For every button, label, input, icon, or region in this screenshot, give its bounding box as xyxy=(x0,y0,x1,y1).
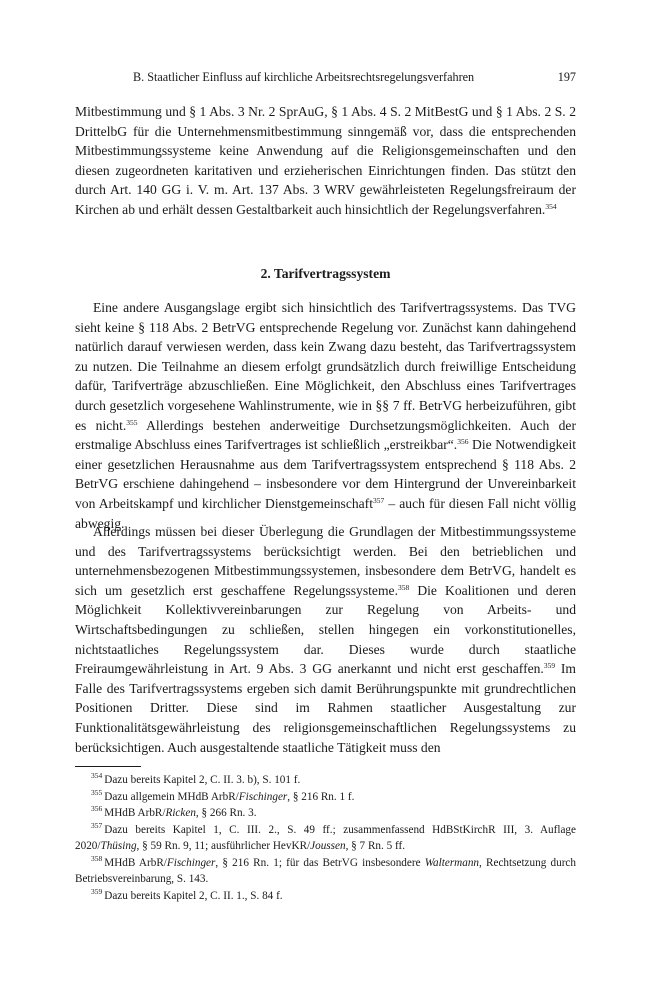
paragraph-text: Die Koalitionen und deren Möglichkeit Kollektivvereinbarungen zur Regelung von Arbeits- und Wirtschaftsbedingungen zu schließen, stellen hingegen ein vorkonstitutionelles, nichtstaatliches Regelungssystem dar. Dieses wurde durch staatliche Freiraumgewährleistung in Art. 9 Abs. 3 GG anerkannt und nicht erst geschaffen. xyxy=(75,582,576,677)
author-name: Joussen xyxy=(310,840,346,852)
footnote-text: , § 7 Rn. 5 ff. xyxy=(345,840,406,852)
running-head-title: B. Staatlicher Einfluss auf kirchliche Arbeitsrechtsregelungsverfahren xyxy=(133,70,475,84)
paragraph-text: Die Notwendigkeit einer gesetzlichen Herausnahme aus dem Tarifvertragssystem entsprechend § 118 Abs. 2 BetrVG erschiene dahingehend – insbesondere vor dem Hintergrund der Unvereinbarkeit von Arbeitskampf und kirchlicher Dienstgemeinschaft xyxy=(75,437,577,511)
footnote-text: Dazu bereits Kapitel 1, C. III. 2., S. 49 ff.; zusammenfassend HdBStKirchR III, 3. Auflage 2020/ xyxy=(75,823,576,852)
footnote-text: Dazu bereits Kapitel 2, C. II. 1., S. 84 f. xyxy=(104,889,283,902)
paragraph-text: Allerdings bestehen anderweitige Durchsetzungsmöglichkeiten. Auch der erstmalige Abschluss eines Tarifvertrages ist schließlich „erstreikbar“. xyxy=(75,417,576,453)
author-name: Waltermann xyxy=(424,856,480,869)
footnote-number: 357 xyxy=(91,820,103,830)
footnote-ref[interactable]: 358 xyxy=(397,582,410,592)
footnote-ref[interactable]: 359 xyxy=(543,661,556,671)
footnote xyxy=(75,888,576,905)
footnote-number: 356 xyxy=(91,804,103,813)
paragraph-text: Im Falle des Tarifvertragssystems ergeben sich damit Berührungspunkte mit grundrechtlichen Positionen Dritter. Diese sind im Rahmen staatlicher Ausgestaltung zur Funktionalitätsgewährleistung des religionsgemeinschaftlichen Regelungssystems zu berücksichtigen. Auch ausgestaltende staatliche Tätigkeit muss den xyxy=(75,661,576,755)
footnote-text: , Rechtsetzung durch Betriebsvereinbarung, S. 143. xyxy=(75,856,576,885)
footnote-text: , § 216 Rn. 1; für das BetrVG insbesondere xyxy=(215,856,425,869)
paragraph xyxy=(75,522,576,757)
running-head xyxy=(75,68,576,86)
footnote-number: 354 xyxy=(91,771,103,780)
footnote-ref[interactable]: 357 xyxy=(373,495,385,505)
footnote xyxy=(75,772,576,789)
author-name: Thüsing xyxy=(100,840,137,852)
footnote-text: Dazu allgemein MHdB ArbR/ xyxy=(104,790,239,803)
footnote-ref[interactable]: 355 xyxy=(126,417,138,427)
footnotes xyxy=(75,772,576,904)
paragraph-text: – auch für diesen Fall nicht völlig abwegig. xyxy=(75,495,576,531)
footnote xyxy=(75,789,576,806)
paragraph-text: Eine andere Ausgangslage ergibt sich hinsichtlich des Tarifvertragssystems. Das TVG sieht keine § 118 Abs. 2 BetrVG entsprechende Regelung vor. Zunächst kann dahingehend natürlich darauf verwiesen werden, dass kein Zwang dazu besteht, das Tarifvertragssystem zu nutzen. Die Teilnahme an diesem erfolgt grundsätzlich durch freiwillige Entscheidung dafür, Tarifverträge abzuschließen. Eine Möglichkeit, den Abschluss eines Tarifvertrages durch gesetzlich vorgesehene Wahlinstrumente, wie in §§ 7 ff. BetrVG herbeizuführen, gibt es nicht. xyxy=(75,300,576,433)
author-name: Fischinger xyxy=(166,856,216,869)
footnote-text: MHdB ArbR/ xyxy=(104,856,167,869)
paragraph-continued xyxy=(75,102,576,220)
paragraph-text: Allerdings müssen bei dieser Überlegung die Grundlagen der Mitbestimmungssysteme und des Tarifvertragssystems berücksichtigt werden. Bei den betrieblichen und unternehmensbezogenen Mitbestimmungssystemen, insbesondere dem BetrVG, handelt es sich um gesetzlich erst geschaffene Regelungssysteme. xyxy=(75,524,576,598)
footnote-number: 358 xyxy=(91,853,103,863)
page-number: 197 xyxy=(557,70,576,84)
footnote xyxy=(75,855,576,888)
author-name: Ricken xyxy=(165,807,196,819)
footnote-ref[interactable]: 356 xyxy=(457,437,469,447)
footnote-text: , § 216 Rn. 1 f. xyxy=(287,790,355,803)
footnote-text: MHdB ArbR/ xyxy=(104,807,166,819)
footnote-text: , § 59 Rn. 9, 11; ausführlicher HevKR/ xyxy=(136,840,311,852)
footnote-text: Dazu bereits Kapitel 2, C. II. 3. b), S. 101 f. xyxy=(104,774,301,786)
section-heading: 2. Tarifvertragssystem xyxy=(260,266,391,281)
author-name: Fischinger xyxy=(238,790,288,803)
footnote xyxy=(75,805,576,822)
footnote-ref[interactable]: 354 xyxy=(545,201,557,211)
footnote-number: 359 xyxy=(91,886,103,896)
footnote xyxy=(75,822,576,855)
footnote-text: , § 266 Rn. 3. xyxy=(195,807,257,819)
footnote-divider xyxy=(75,766,141,767)
paragraph-text: Mitbestimmung und § 1 Abs. 3 Nr. 2 SprAuG, § 1 Abs. 4 S. 2 MitBestG und § 1 Abs. 2 S. 2 DrittelbG für die Unternehmensmitbestimmung sinngemäß vor, dass die entsprechenden Mitbestimmungssysteme keine Anwendung auf die Religionsgemeinschaften und den diesen zugeordneten karitativen und erzieherischen Einrichtungen finden. Das stützt den durch Art. 140 GG i. V. m. Art. 137 Abs. 3 WRV gewährleisteten Regelungsfreiraum der Kirchen ab und erhält dessen Gestaltbarkeit auch hinsichtlich der Regelungsverfahren. xyxy=(75,104,576,217)
paragraph xyxy=(75,298,576,533)
footnote-number: 355 xyxy=(91,787,103,797)
